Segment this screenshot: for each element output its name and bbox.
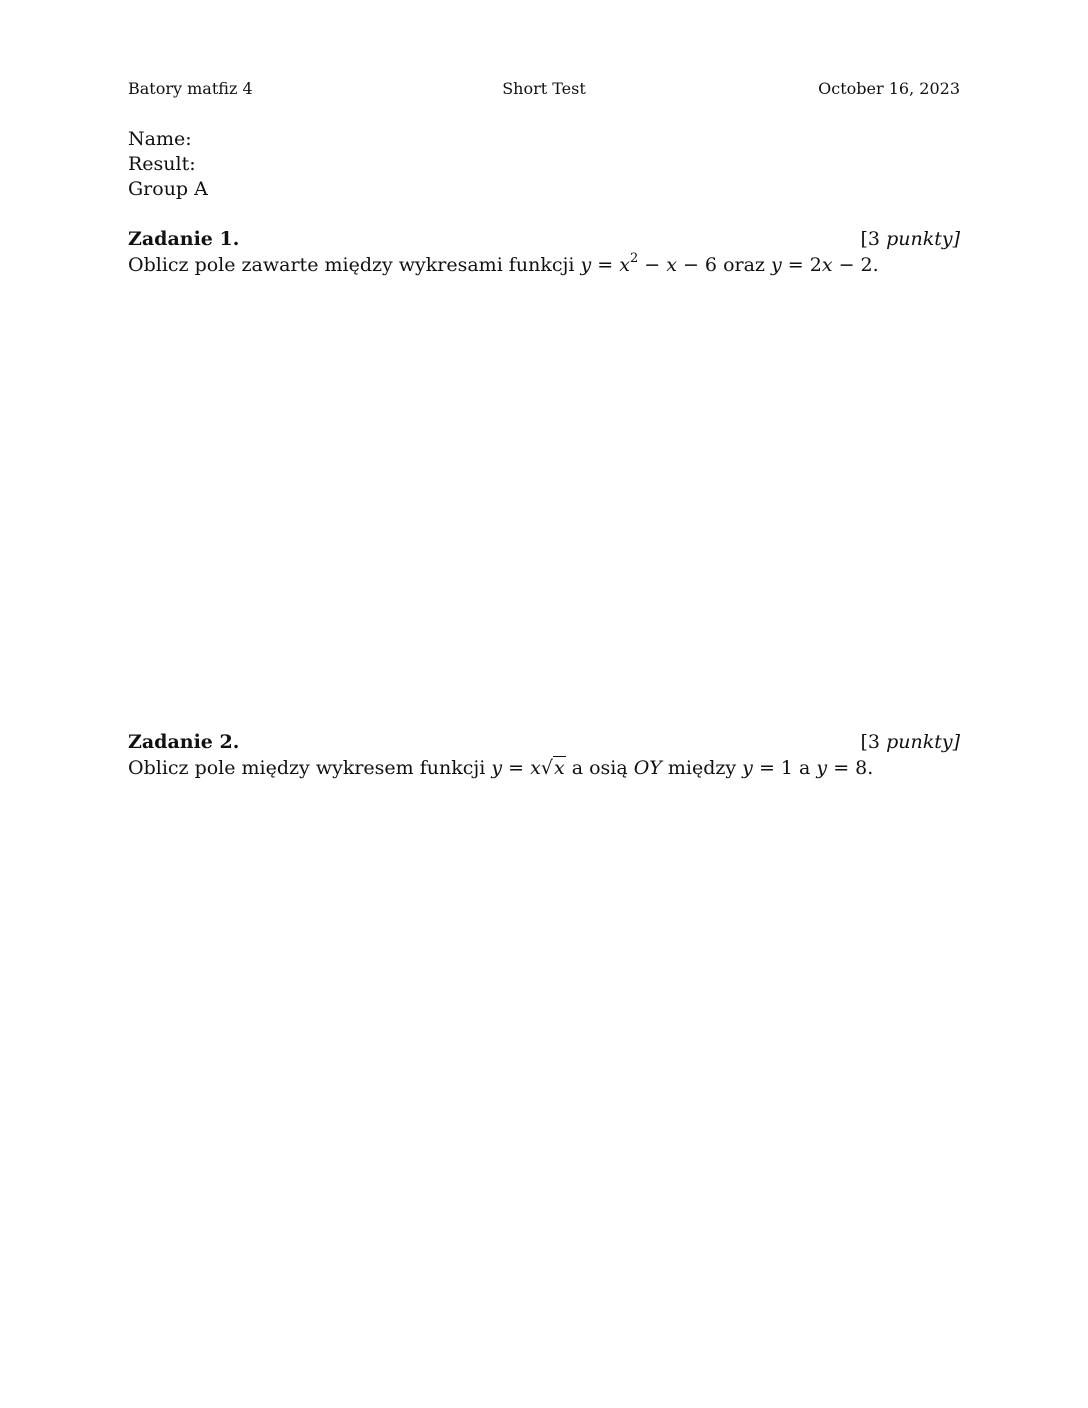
header-date: October 16, 2023 [818, 79, 960, 98]
task-2-eq-eq: = [502, 757, 531, 779]
task-1-points-word: punkty] [886, 228, 960, 250]
task-2-text [128, 755, 960, 781]
task-2-points-word: punkty] [886, 731, 960, 753]
task-2-text-between: między [661, 757, 743, 779]
task-1-eq2-eq: = 2 [781, 254, 822, 276]
task-1-points-open: [3 [860, 228, 887, 250]
task-1-text [128, 252, 960, 278]
task-1-eq1-eq: = [591, 254, 620, 276]
sqrt-symbol: √ [540, 757, 553, 779]
task-1-eq1-lhs: y [580, 254, 592, 276]
task-1-title: Zadanie 1. [128, 228, 240, 250]
sqrt-argument: x [553, 757, 565, 779]
task-1-eq2-x: x [821, 254, 833, 276]
task-2-points-open: [3 [860, 731, 887, 753]
result-label: Result: [128, 153, 196, 175]
task-2-title: Zadanie 2. [128, 731, 240, 753]
task-1-eq1-x2: x [666, 254, 677, 276]
task-2-points [861, 729, 960, 755]
task-2-eq-x: x [530, 757, 541, 779]
header-course: Batory matfiz 4 [128, 79, 253, 98]
task-1-points [861, 226, 960, 252]
task-2-b2-rest: = 8. [827, 757, 874, 779]
task-1-text-before: Oblicz pole zawarte między wykresami funkcji [128, 254, 581, 276]
task-1-eq2-lhs: y [770, 254, 782, 276]
task-1-eq2-rest: − 2. [832, 254, 879, 276]
task-2 [128, 729, 960, 781]
task-1-header [128, 226, 960, 252]
task-2-conj: a [793, 757, 817, 779]
name-label: Name: [128, 128, 192, 150]
task-1-eq1-exp: 2 [629, 251, 639, 266]
task-1-eq1-x: x [619, 254, 630, 276]
task-1-eq1-minus2: − 6 [676, 254, 718, 276]
task-1 [128, 226, 960, 278]
task-1-eq1-minus1: − [638, 254, 667, 276]
task-1-conj: oraz [717, 254, 771, 276]
page-header [128, 78, 960, 100]
task-2-header [128, 729, 960, 755]
task-2-b1-rest: = 1 [752, 757, 793, 779]
sqrt-expression [541, 755, 566, 781]
student-info [128, 127, 208, 202]
task-2-text-mid: a osią [565, 757, 634, 779]
task-2-b2-lhs: y [816, 757, 828, 779]
task-2-axis: OY [633, 757, 662, 779]
task-2-b1-lhs: y [742, 757, 753, 779]
task-2-text-before: Oblicz pole między wykresem funkcji [128, 757, 492, 779]
header-title: Short Test [502, 79, 586, 98]
group-label: Group A [128, 178, 208, 200]
task-2-eq-lhs: y [491, 757, 503, 779]
